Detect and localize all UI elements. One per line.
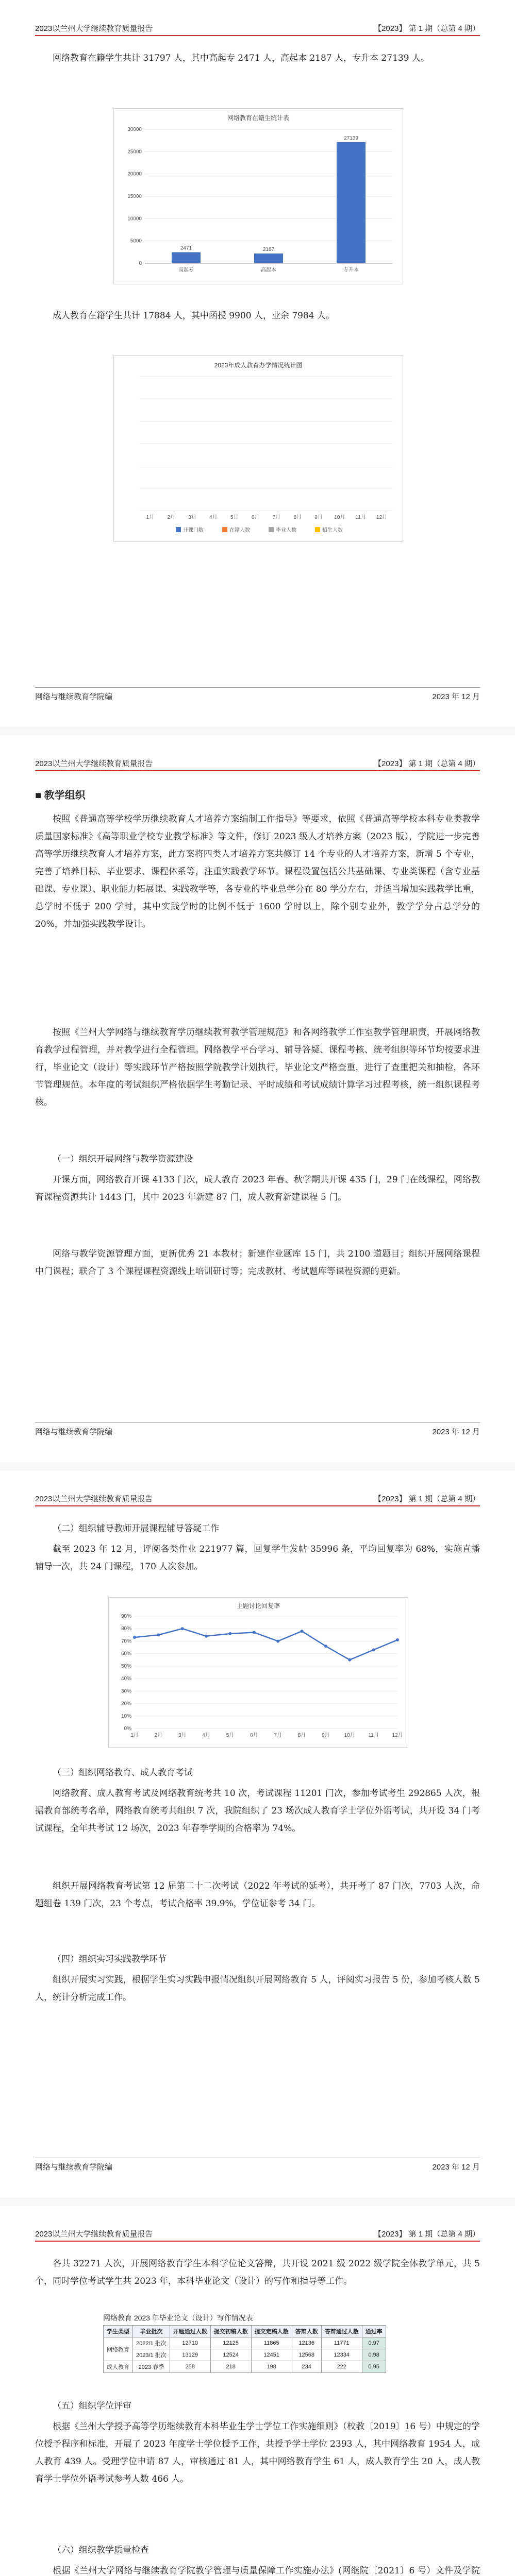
column-header: 学生类型 [104, 2326, 133, 2337]
y-tick-label: 20000 [127, 171, 142, 177]
page-1 [0, 0, 515, 727]
footer-date: 2023 年 12 月 [432, 692, 480, 701]
legend-label: 开课门数 [183, 528, 204, 533]
data-point [253, 1631, 256, 1634]
table-cell: 0.97 [362, 2337, 386, 2349]
table-cell: 0.95 [362, 2361, 386, 2373]
data-point [133, 1636, 136, 1639]
y-tick-label: 10% [121, 1713, 131, 1719]
column-header: 开题通过人数 [170, 2326, 210, 2337]
table-cell: 198 [251, 2361, 292, 2373]
table-cell: 222 [321, 2361, 362, 2373]
paragraph: 根据《兰州大学网络与继续教育学院教学管理与质量保障工作实施办法》(网继院〔2021〕6 号）文件及学院 [53, 2566, 480, 2576]
x-tick-label: 9月 [314, 515, 323, 520]
table-cell: 成人教育 [104, 2361, 133, 2373]
footer-date: 2023 年 12 月 [432, 1428, 480, 1436]
page-header [35, 758, 480, 771]
subsection-heading: （二）组织辅导教师开展课程辅导答疑工作 [53, 1523, 219, 1534]
table-cell: 13129 [170, 2349, 210, 2361]
legend-label: 在籍人数 [229, 528, 250, 533]
line-chart-reply-rate-svg [109, 1598, 408, 1747]
y-tick-label: 20% [121, 1701, 131, 1707]
section-heading-teaching: ■ 教学组织 [35, 790, 86, 801]
column-header: 答辩人数 [292, 2326, 321, 2337]
legend-label: 毕业人数 [276, 528, 296, 533]
footer-publisher: 网络与继续教育学院编 [35, 2163, 113, 2172]
page-header [35, 2228, 480, 2242]
y-tick-label: 50% [121, 1663, 131, 1669]
data-label: 27139 [344, 135, 358, 141]
x-tick-label: 6月 [251, 515, 260, 520]
y-tick-label: 40% [121, 1676, 131, 1682]
x-tick-label: 5月 [230, 515, 239, 520]
paragraph: 组织开展实习实践，根据学生实习实践申报情况组织开展网络教育 5 人，评阅实习报告 5 份，参加考核人数 5 人，统计分析完成工作。 [35, 1975, 480, 2003]
header-issue: 【2023】 第 1 期（总第 4 期） [374, 1495, 480, 1503]
table-cell: 2023 春季 [133, 2361, 170, 2373]
legend-swatch [222, 527, 227, 532]
footer-publisher: 网络与继续教育学院编 [35, 692, 113, 701]
table-cell: 234 [292, 2361, 321, 2373]
bar-chart-enrollment [113, 108, 403, 284]
page-3 [0, 1470, 515, 2197]
header-issue: 【2023】 第 1 期（总第 4 期） [374, 2230, 480, 2239]
x-tick-label: 10月 [344, 1733, 355, 1738]
paragraph: 截至 2023 年 12 月，评阅各类作业 221977 篇，回复学生发帖 35996 条，平均回复率为 68%，实施直播辅导一次，共 24 门课程，170 人次参加。 [35, 1544, 480, 1572]
x-tick-label: 高起本 [261, 267, 276, 273]
table-cell: 12334 [321, 2349, 362, 2361]
page-4 [0, 2206, 515, 2576]
paragraph: 根据《兰州大学授予高等学历继续教育本科毕业生学士学位工作实施细则》（校教〔2019〕16 号）中规定的学位授予程序和标准，开展了 2023 年度学士学位授予工作，共授予学士学位 2393 人，其中网络教育 1954 人，成人教育 439 人。受理学位申请 87 人，审核通过 81 人，其中网络教育学生 61 人，成人教育学生 20 人，成人教育学士学位外语考试参考人数 466 人。 [35, 2421, 480, 2484]
footer-publisher: 网络与继续教育学院编 [35, 1428, 113, 1436]
data-point [181, 1627, 184, 1630]
y-tick-label: 5000 [130, 238, 142, 244]
x-tick-label: 11月 [368, 1733, 379, 1738]
paragraph: 网络与教学资源管理方面，更新优秀 21 本教材；新建作业题库 15 门，共 2100 道题目；组织开展网络课程中门课程；联合了 3 个课程课程资源线上培训研讨等；完成教材、考试题库等课程资源的更新。 [35, 1249, 480, 1277]
data-point [348, 1658, 351, 1662]
bar [337, 142, 366, 263]
x-tick-label: 7月 [272, 515, 281, 520]
x-tick-label: 4月 [209, 515, 218, 520]
page-footer [35, 2158, 480, 2172]
data-label: 2187 [262, 247, 275, 253]
x-tick-label: 7月 [274, 1733, 282, 1738]
table-cell: 218 [210, 2361, 251, 2373]
data-label: 2471 [180, 245, 192, 251]
y-tick-label: 70% [121, 1638, 131, 1645]
paragraph: 按照《普通高等学校学历继续教育人才培养方案编制工作指导》等要求，依照《普通高等学校本科专业类教学质量国家标准》《高等职业学校专业教学标准》等文件，修订 2023 级人才培养方案（2023 版），学院进一步完善高等学历继续教育人才培养方案，此方案将四类人才培养方案共修订 14 个专业的人才培养方案，新增 5 个专业，完善了培养目标、毕业要求、课程体系等，注重实践教学环节。课程设置包括公共基础课、专业类课程（含专业基础课、专业课）、职业能力拓展课、实践教学等，各专业的毕业总学分在 80 学分左右，并适当增加实践教学比重，总学时不低于 200 学时，其中实践学时的比例不低于 1600 学时以上，除个别专业外，教学学分占总学分的 20%，并加强实践教学设计。 [35, 814, 480, 929]
header-title: 2023以兰州大学继续教育质量报告 [35, 2230, 153, 2239]
x-tick-label: 3月 [188, 515, 196, 520]
legend-label: 招生人数 [322, 528, 343, 533]
header-title: 2023以兰州大学继续教育质量报告 [35, 1495, 153, 1503]
subsection-heading: （一）组织开展网络与教学资源建设 [53, 1154, 193, 1164]
table-cell: 12451 [251, 2349, 292, 2361]
bar-chart-adult-education-svg [114, 356, 403, 541]
y-tick-label: 15000 [127, 194, 142, 199]
y-tick-label: 80% [121, 1626, 131, 1632]
table-cell: 11771 [321, 2337, 362, 2349]
page-header [35, 1493, 480, 1506]
table-cell: 11865 [251, 2337, 292, 2349]
paragraph: 开课方面，网络教育开课 4133 门次，成人教育 2023 年春、秋学期共开课 435 门，29 门在线课程，网络教育课程资源共计 1443 门，其中 2023 年新建 87 门，成人教育新建课程 5 门。 [35, 1175, 480, 1202]
paragraph: 组织开展网络教育考试第 12 届第二十二次考试（2022 年考试的延考），共开考了 87 门次，7703 人次，命题组卷 139 门次，23 个考点，考试合格率 39.9%，学位证参考 34 门。 [35, 1881, 480, 1909]
page-header [35, 23, 480, 36]
table-cell: 2023/1 批次 [133, 2349, 170, 2361]
legend-swatch [269, 527, 274, 532]
table-cell: 12524 [210, 2349, 251, 2361]
x-tick-label: 12月 [376, 515, 388, 520]
x-tick-label: 1月 [130, 1733, 139, 1738]
footer-date: 2023 年 12 月 [432, 2163, 480, 2172]
column-header: 毕业批次 [133, 2326, 170, 2337]
paragraph: 网络教育、成人教育考试及网络教育统考共 10 次，考试课程 11201 门次，参加考试考生 292865 人次，根据教育部统考名单，网络教育统考共组织 7 次，我院组织了 23 场次成人教育学士学位外语考试，共开设 34 门考试课程，全年共考试 12 场次，2023 年春季学期的合格率为 74%。 [35, 1788, 480, 1834]
table-cell: 0.98 [362, 2349, 386, 2361]
bar-chart-adult-education [113, 355, 403, 542]
column-header: 通过率 [362, 2326, 386, 2337]
header-issue: 【2023】 第 1 期（总第 4 期） [374, 24, 480, 33]
table-row [104, 2361, 386, 2373]
x-tick-label: 12月 [392, 1733, 403, 1738]
subsection-heading: （四）组织实习实践教学环节 [53, 1954, 167, 1964]
column-header: 答辩通过人数 [321, 2326, 362, 2337]
x-tick-label: 10月 [334, 515, 345, 520]
data-point [205, 1635, 208, 1638]
y-tick-label: 0% [124, 1726, 131, 1732]
data-point [228, 1632, 231, 1635]
table-cell: 12710 [170, 2337, 210, 2349]
x-tick-label: 2月 [167, 515, 176, 520]
table-cell: 2022/1 批次 [133, 2337, 170, 2349]
x-tick-label: 2月 [154, 1733, 163, 1738]
y-tick-label: 30% [121, 1688, 131, 1694]
chart-title: 网络教育在籍生统计表 [227, 114, 290, 122]
table-cell: 12136 [292, 2337, 321, 2349]
column-header: 提交定稿人数 [251, 2326, 292, 2337]
subsection-heading: （三）组织网络教育、成人教育考试 [53, 1768, 193, 1778]
series-line [135, 1629, 397, 1660]
paragraph: 网络教育在籍学生共计 31797 人，其中高起专 2471 人，高起本 2187 人，专升本 27139 人。 [53, 53, 429, 63]
data-point [324, 1645, 327, 1648]
paragraph: 成人教育在籍学生共计 17884 人，其中函授 9900 人，业余 7984 人。 [53, 311, 335, 321]
x-tick-label: 5月 [226, 1733, 235, 1738]
x-tick-label: 3月 [178, 1733, 187, 1738]
x-tick-label: 8月 [297, 1733, 306, 1738]
y-tick-label: 60% [121, 1651, 131, 1657]
subsection-heading: （六）组织教学质量检查 [53, 2545, 149, 2555]
y-tick-label: 30000 [127, 127, 142, 132]
page-footer [35, 1422, 480, 1436]
y-tick-label: 25000 [127, 149, 142, 155]
x-tick-label: 4月 [202, 1733, 210, 1738]
data-point [157, 1633, 160, 1636]
data-point [301, 1630, 304, 1633]
bar [254, 253, 283, 263]
page-footer [35, 687, 480, 701]
thesis-table [103, 2325, 386, 2373]
table-header-row [104, 2326, 386, 2337]
x-tick-label: 8月 [293, 515, 302, 520]
data-point [396, 1638, 399, 1641]
header-title: 2023以兰州大学继续教育质量报告 [35, 759, 153, 768]
header-title: 2023以兰州大学继续教育质量报告 [35, 24, 153, 33]
header-issue: 【2023】 第 1 期（总第 4 期） [374, 759, 480, 768]
x-tick-label: 专升本 [343, 267, 359, 273]
table-cell: 12568 [292, 2349, 321, 2361]
bar [172, 252, 201, 263]
x-tick-label: 高起专 [178, 267, 194, 273]
table-cell: 12125 [210, 2337, 251, 2349]
table-cell: 258 [170, 2361, 210, 2373]
line-chart-reply-rate [108, 1597, 408, 1748]
x-tick-label: 6月 [250, 1733, 258, 1738]
subsection-heading: （五）组织学位评审 [53, 2401, 131, 2411]
table-row [104, 2337, 386, 2349]
x-tick-label: 9月 [322, 1733, 330, 1738]
bar-chart-enrollment-svg [114, 109, 403, 284]
data-point [276, 1639, 279, 1642]
data-point [372, 1648, 375, 1651]
column-header: 提交初稿人数 [210, 2326, 251, 2337]
table-caption: 网络教育 2023 年毕业论文（设计）写作情况表 [103, 2314, 253, 2322]
table-cell: 网络教育 [104, 2337, 133, 2361]
y-tick-label: 0 [139, 261, 142, 266]
paragraph: 各共 32271 人次，开展网络教育学生本科学位论文答辩，共开设 2021 级 2022 级学院全体教学单元，共 5 个，同时学位考试学生共 2023 年，本科毕业论文（设计）的写作和指导等工作。 [35, 2259, 480, 2286]
x-tick-label: 11月 [355, 515, 366, 520]
x-tick-label: 1月 [146, 515, 155, 520]
legend-swatch [315, 527, 320, 532]
chart-title: 2023年成人教育办学情况统计图 [214, 362, 303, 369]
paragraph: 按照《兰州大学网络与继续教育学历继续教育教学管理规范》和各网络教学工作室教学管理职责，开展网络教育教学过程管理，并对教学进行全程管理。网络教学平台学习、辅导答疑、课程考核、统考组织等环节均按要求进行，毕业论文（设计）等实践环节严格按照学院教学计划执行，毕业论文严格查重，进行了查重把关和抽检，各环节管理规范。本年度的考试组织严格依据学生考勤记录、平时成绩和考试成绩计算学习过程考核，统一组织课程考核。 [35, 1027, 480, 1108]
legend-swatch [176, 527, 181, 532]
y-tick-label: 90% [121, 1614, 131, 1619]
table-row [104, 2349, 386, 2361]
y-tick-label: 10000 [127, 216, 142, 222]
page-2 [0, 735, 515, 1462]
chart-title: 主题讨论回复率 [236, 1602, 280, 1609]
